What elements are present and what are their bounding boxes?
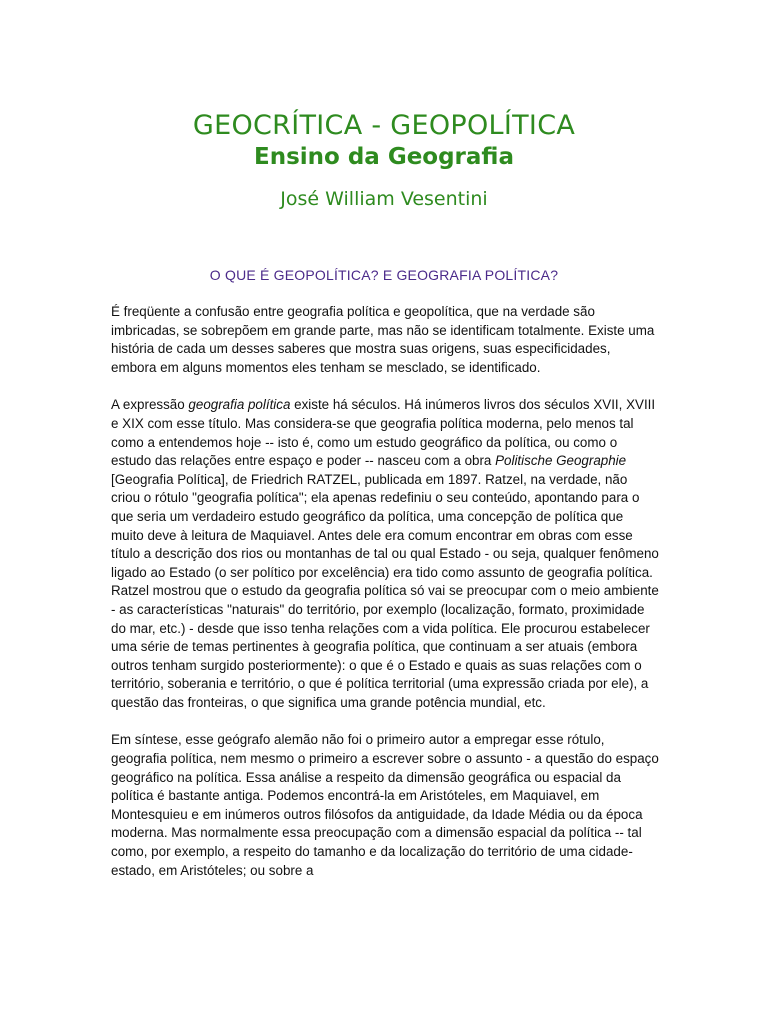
paragraph-2-text-a: A expressão — [111, 397, 189, 413]
paragraph-2-italic-term: geografia política — [188, 397, 291, 413]
document-header — [0, 110, 768, 172]
page-subtitle: Ensino da Geografia — [253, 144, 514, 170]
author-name: José William Vesentini — [280, 188, 488, 210]
paragraph-2-text-c: existe há séculos. Há inúmeros livros dos séculos XVII, XVIII e XIX com esse título. Mas considera-se que geografia política moderna, pelo menos tal como a entendemos hoje -- isto é, como um estudo geográfico da política, ou como o estudo das relações entre espaço e poder -- nasceu com a obra — [111, 397, 656, 469]
paragraph-2 — [111, 396, 659, 712]
paragraph-2-text-e: [Geografia Política], de Friedrich RATZEL, publicada em 1897. Ratzel, na verdade, não criou o rótulo "geografia política"; ela apenas redefiniu o seu conteúdo, apontando para o que seria um verdadeiro estudo geográfico da política, uma concepção de política que muito deve à leitura de Maquiavel. Antes dele era comum encontrar em obras com esse título a descrição dos rios ou montanhas de tal ou qual Estado - ou seja, qualquer fenômeno ligado ao Estado (o ser político por excelência) era tido como assunto de geografia política. Ratzel mostrou que o estudo da geografia política só vai se preocupar com o meio ambiente - as características "naturais" do território, por exemplo (localização, formato, proximidade do mar, etc.) - desde que isso tenha relações com a vida política. Ele procurou estabelecer uma série de temas pertinentes à geografia política, que continuam a ser atuais (embora outros tenham surgido posteriormente): o que é o Estado e quais as suas relações com o território, soberania e território, o que é política territorial (uma expressão criada por ele), a questão das fronteiras, o que significa uma grande potência mundial, etc. — [111, 471, 659, 710]
section-heading: O QUE É GEOPOLÍTICA? E GEOGRAFIA POLÍTICA? — [209, 267, 559, 283]
paragraph-2-book-title: Politische Geographie — [495, 453, 627, 469]
paragraph-3: Em síntese, esse geógrafo alemão não foi o primeiro autor a empregar esse rótulo, geografia política, nem mesmo o primeiro a escrever sobre o assunto - a questão do espaço geográfico na política. Essa análise a respeito da dimensão geográfica ou espacial da política é bastante antiga. Podemos encontrá-la em Aristóteles, em Maquiavel, em Montesquieu e em inúmeros outros filósofos da antiguidade, da Idade Média ou da época moderna. Mas normalmente essa preocupação com a dimensão espacial da política -- tal como, por exemplo, a respeito do tamanho e da localização do território de uma cidade-estado, em Aristóteles; ou sobre a — [111, 732, 659, 878]
paragraph-1: É freqüente a confusão entre geografia política e geopolítica, que na verdade são imbricadas, se sobrepõem em grande parte, mas não se identificam totalmente. Existe uma história de cada um desses saberes que mostra suas origens, suas especificidades, embora em alguns momentos eles tenham se mesclado, se identificado. — [111, 304, 655, 375]
article-body — [111, 303, 659, 899]
page-title: GEOCRÍTICA - GEOPOLÍTICA — [192, 110, 576, 141]
